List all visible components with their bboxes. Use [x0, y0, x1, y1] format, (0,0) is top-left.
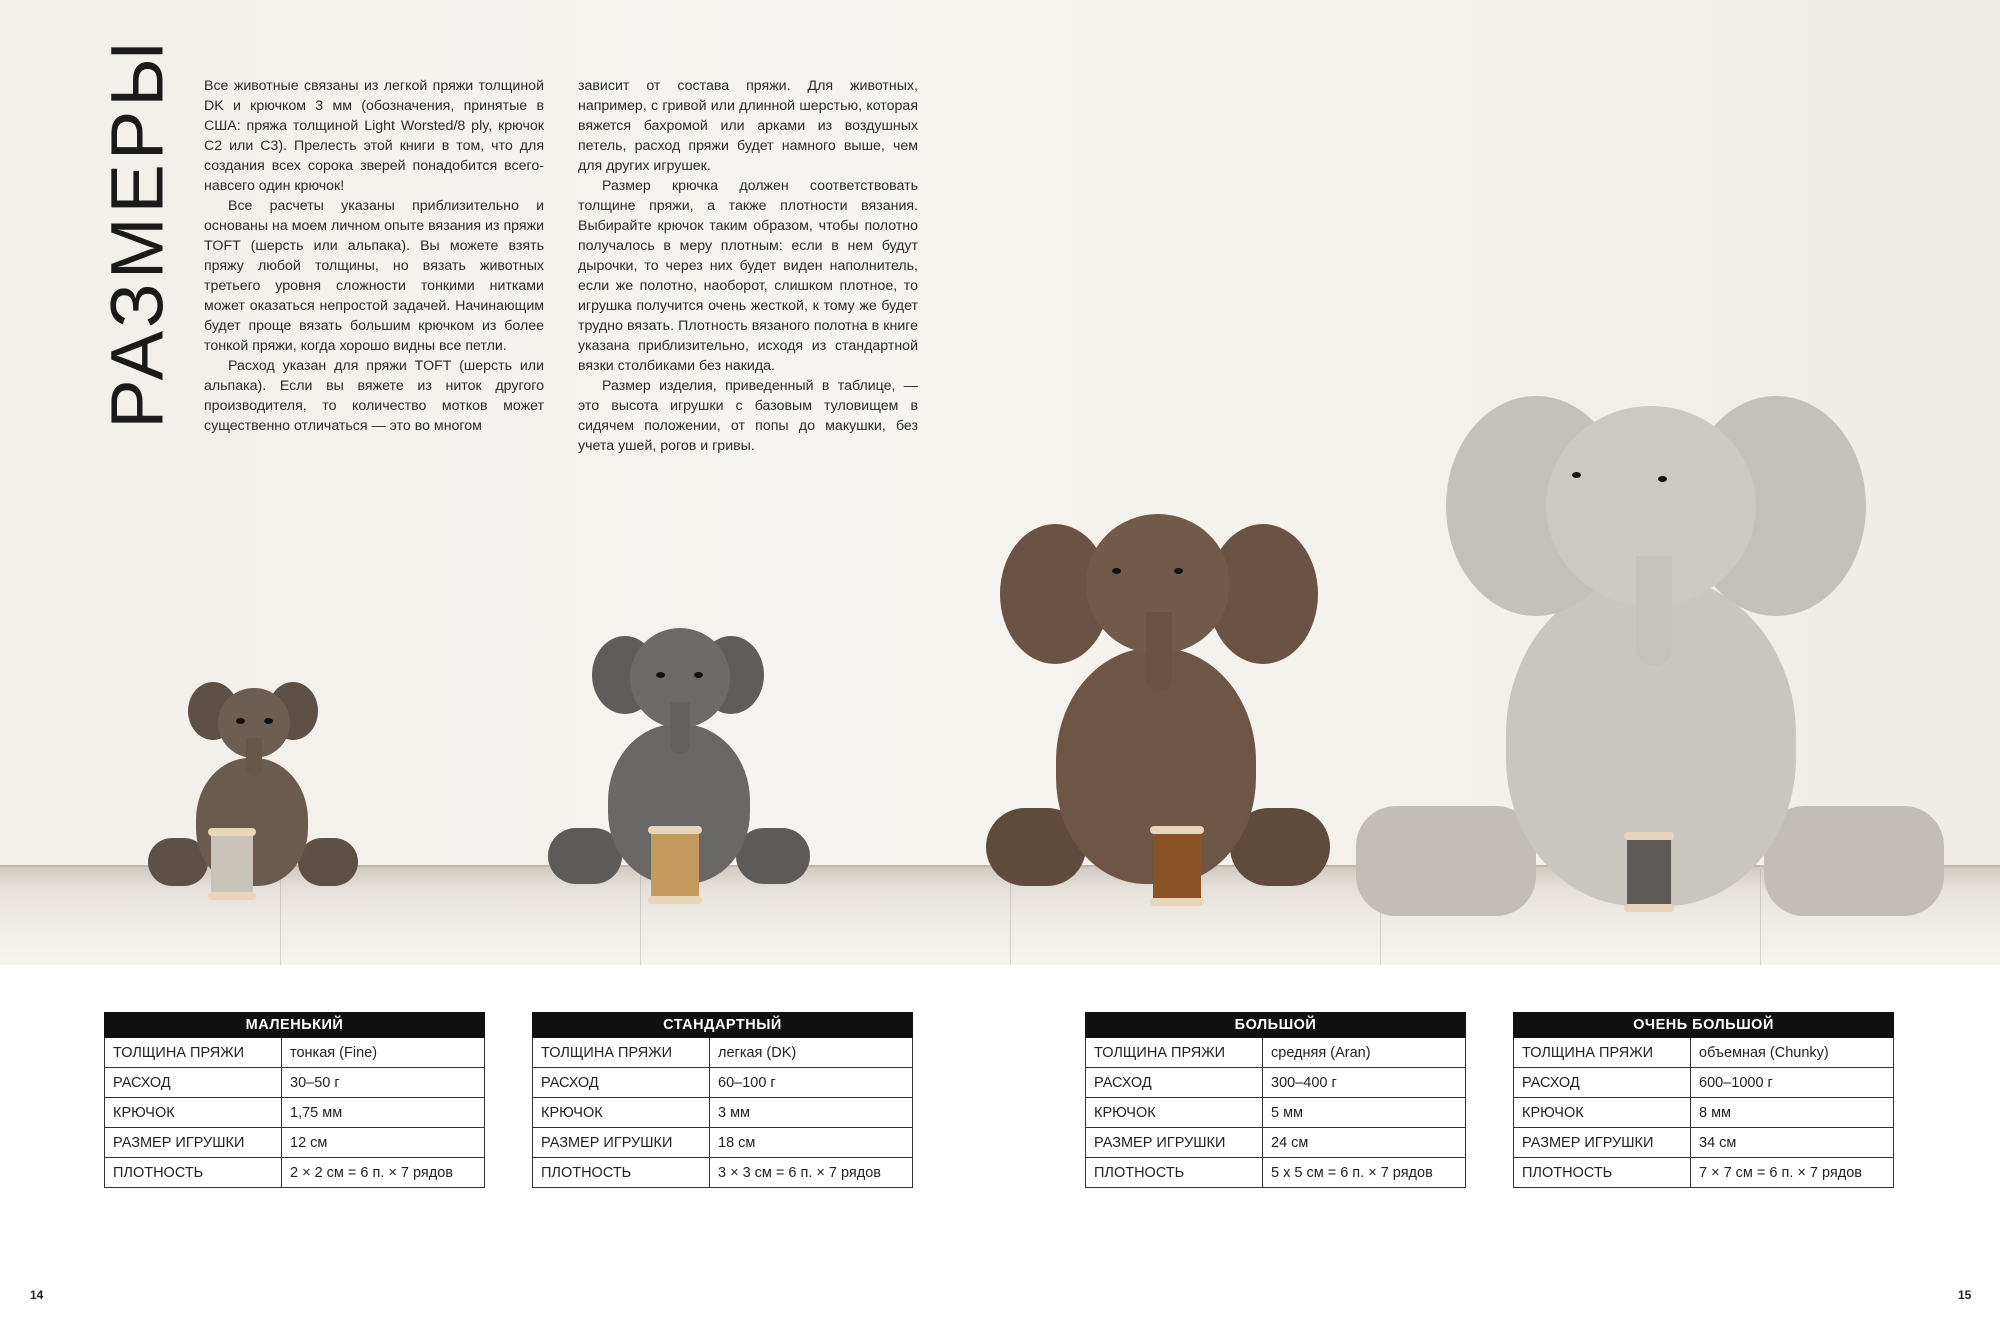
- paragraph: Размер крючка должен соответствовать толщине пряжи, а также плотности вязания. Выбирайте крючок таким образом, чтобы полотно получалось в меру плотным: если в нем будут дырочки, то через них будет виден наполнитель, если же полотно, наоборот, слишком плотное, то игрушка получится очень жесткой, к тому же будет трудно вязать. Плотность вязаного полотна в книге указана приблизительно, исходя из стандартной вязки столбиками без накида.: [578, 178, 918, 374]
- table-row: ПЛОТНОСТЬ 3 × 3 см = 6 п. × 7 рядов: [533, 1158, 913, 1188]
- paragraph: зависит от состава пряжи. Для животных, например, с гривой или длинной шерстью, которая вяжется бахромой или арками из воздушных петель, расход пряжи будет намного выше, чем для других игрушек.: [578, 78, 918, 174]
- size-table-large: [1085, 1012, 1466, 1188]
- table-header: ОЧЕНЬ БОЛЬШОЙ: [1514, 1013, 1894, 1038]
- table-row: ПЛОТНОСТЬ 2 × 2 см = 6 п. × 7 рядов: [105, 1158, 485, 1188]
- page-number-right: 15: [1958, 1288, 1972, 1302]
- table-header: СТАНДАРТНЫЙ: [533, 1013, 913, 1038]
- table-row: ТОЛЩИНА ПРЯЖИ тонкая (Fine): [105, 1038, 485, 1068]
- table-row: РАЗМЕР ИГРУШКИ 12 см: [105, 1128, 485, 1158]
- table-row: ПЛОТНОСТЬ 7 × 7 см = 6 п. × 7 рядов: [1514, 1158, 1894, 1188]
- table-row: РАЗМЕР ИГРУШКИ 24 см: [1086, 1128, 1466, 1158]
- table-row: РАСХОД 300–400 г: [1086, 1068, 1466, 1098]
- paragraph: Расход указан для пряжи TOFT (шерсть или альпака). Если вы вяжете из ниток другого производителя, то количество мотков может существенно отличаться — это во многом: [204, 358, 544, 434]
- table-row: ПЛОТНОСТЬ 5 x 5 см = 6 п. × 7 рядов: [1086, 1158, 1466, 1188]
- table-row: КРЮЧОК 5 мм: [1086, 1098, 1466, 1128]
- table-header: БОЛЬШОЙ: [1086, 1013, 1466, 1038]
- table-row: РАЗМЕР ИГРУШКИ 34 см: [1514, 1128, 1894, 1158]
- spool-dk-yarn: [648, 826, 702, 904]
- paragraph: Все расчеты указаны приблизительно и основаны на моем личном опыте вязания из пряжи TOFT (шерсть или альпака). Вы можете взять пряжу любой толщины, но вязать животных третьего уровня сложности тонкими нитками может оказаться непростой задачей. Начинающим будет проще вязать большим крючком из более тонкой пряжи, когда хорошо видны все петли.: [204, 198, 544, 354]
- paragraph: Все животные связаны из легкой пряжи толщиной DK и крючком 3 мм (обозначения, принятые в США: пряжа толщиной Light Worsted/8 ply, крючок C2 или C3). Прелесть этой книги в том, что для создания всех сорока зверей понадобится всего-навсего один крючок!: [204, 78, 544, 194]
- text-column-right: [578, 76, 918, 456]
- table-row: РАСХОД 600–1000 г: [1514, 1068, 1894, 1098]
- table-row: КРЮЧОК 1,75 мм: [105, 1098, 485, 1128]
- table-row: ТОЛЩИНА ПРЯЖИ средняя (Aran): [1086, 1038, 1466, 1068]
- page-number-left: 14: [30, 1288, 44, 1302]
- size-table-xlarge: [1513, 1012, 1894, 1188]
- table-row: РАСХОД 30–50 г: [105, 1068, 485, 1098]
- table-row: РАЗМЕР ИГРУШКИ 18 см: [533, 1128, 913, 1158]
- table-row: КРЮЧОК 3 мм: [533, 1098, 913, 1128]
- table-header: МАЛЕНЬКИЙ: [105, 1013, 485, 1038]
- table-row: ТОЛЩИНА ПРЯЖИ легкая (DK): [533, 1038, 913, 1068]
- text-column-left: [204, 76, 544, 436]
- table-row: РАСХОД 60–100 г: [533, 1068, 913, 1098]
- size-table-standard: [532, 1012, 913, 1188]
- size-table-small: [104, 1012, 485, 1188]
- table-row: КРЮЧОК 8 мм: [1514, 1098, 1894, 1128]
- table-row: ТОЛЩИНА ПРЯЖИ объемная (Chunky): [1514, 1038, 1894, 1068]
- paragraph: Размер изделия, приведенный в таблице, — это высота игрушки с базовым туловищем в сидячем положении, от попы до макушки, без учета ушей, рогов и гривы.: [578, 378, 918, 454]
- spool-chunky-yarn: [1624, 832, 1674, 912]
- spool-aran-yarn: [1150, 826, 1204, 906]
- page-title: РАЗМЕРЫ: [95, 37, 179, 429]
- spool-fine-yarn: [208, 828, 256, 900]
